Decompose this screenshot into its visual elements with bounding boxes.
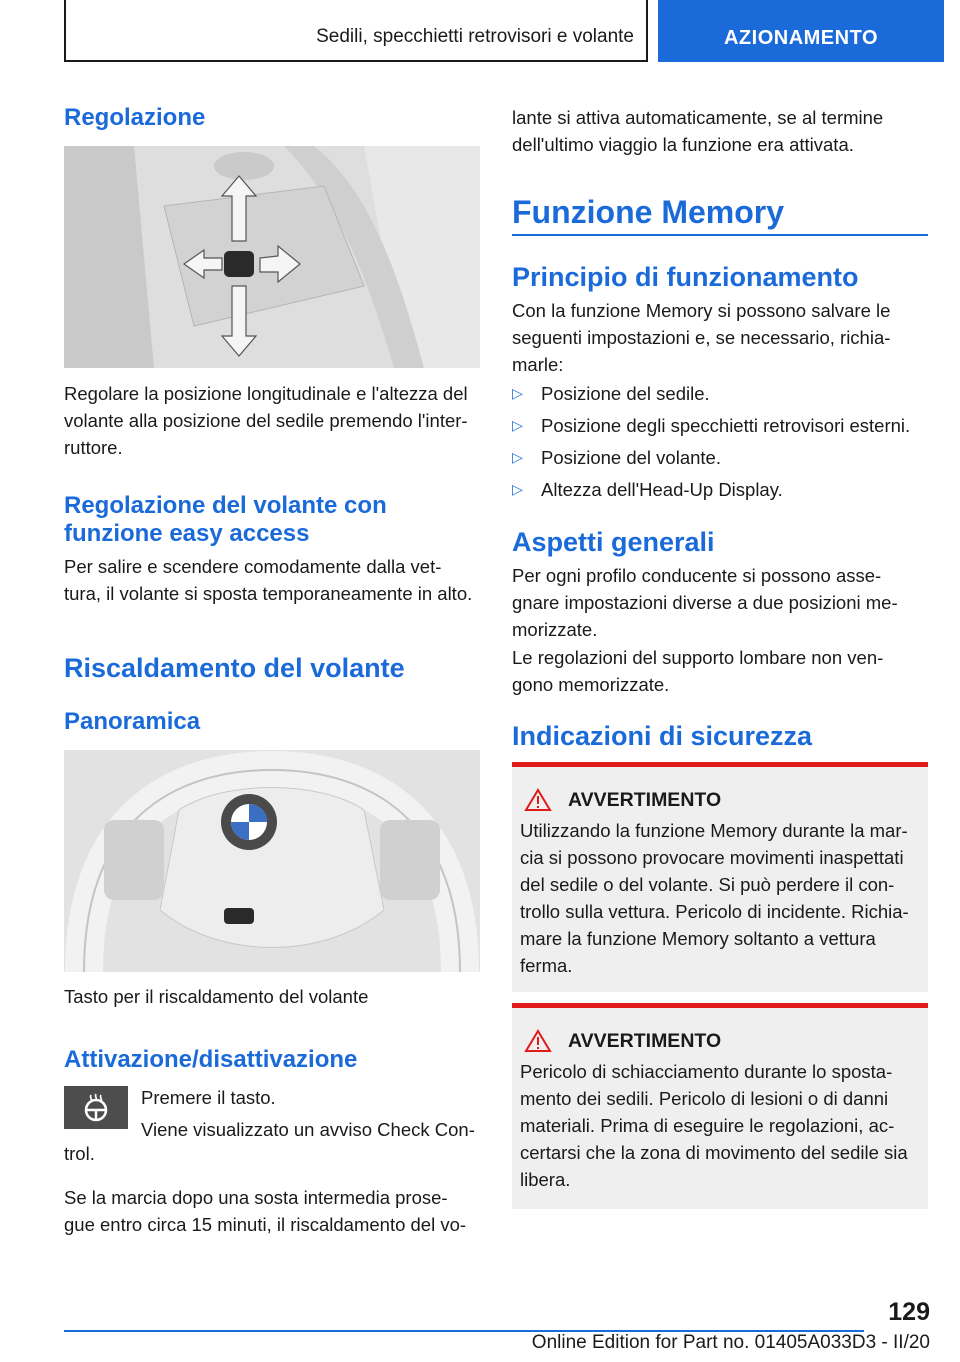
chapter-label: AZIONAMENTO	[723, 27, 878, 49]
heading-easy-access	[64, 492, 480, 548]
heading-sicurezza: Indicazioni di sicurezza	[512, 721, 813, 751]
riscaldamento-caption: Tasto per il riscaldamento del volante	[64, 986, 369, 1007]
triangle-bullet-icon: ▷	[512, 417, 523, 433]
heading-riscaldamento: Riscaldamento del volante	[64, 653, 405, 683]
heated-steering-button-icon	[64, 1086, 128, 1129]
easy-access-text: Per salire e scendere comodamente dalla vet- tura, il volante si sposta temporaneamente in alto.	[64, 556, 473, 604]
attivazione-line3: trol.	[64, 1143, 95, 1164]
attivazione-line2: Viene visualizzato un avviso Check Con-	[141, 1119, 475, 1140]
steering-wheel-illustration	[64, 750, 480, 972]
continuation-text: lante si attiva automaticamente, se al termine dell'ultimo viaggio la funzione era attivata.	[512, 107, 884, 155]
heading-easy-access-line2: funzione easy access	[64, 520, 310, 547]
regolazione-caption: Regolare la posizione longitudinale e l'altezza del volante alla posizione del sedile premendo l'inter- ruttore.	[64, 383, 468, 458]
list-item: ▷ Altezza dell'Head-Up Display.	[512, 476, 928, 503]
warning-text-2: Pericolo di schiacciamento durante lo sposta- mento dei sedili. Pericolo di lesioni o di danni materiali. Prima di eseguire le regolazioni, ac- certarsi che la zona di movimento del sedile sia libera.	[520, 1061, 908, 1190]
aspetti-para-2: Le regolazioni del supporto lombare non ven- gono memorizzate.	[512, 647, 884, 695]
attivazione-line1: Premere il tasto.	[141, 1087, 276, 1108]
page-number: 129	[888, 1298, 930, 1326]
triangle-bullet-icon: ▷	[512, 449, 523, 465]
heading-panoramica: Panoramica	[64, 708, 201, 735]
heading-easy-access-line1: Regolazione del volante con	[64, 492, 387, 519]
memory-settings-list	[512, 380, 928, 508]
warning-title-1: AVVERTIMENTO	[520, 787, 920, 813]
list-item: ▷ Posizione degli specchietti retrovisori esterni.	[512, 412, 928, 439]
attivazione-para: Se la marcia dopo una sosta intermedia prose- gue entro circa 15 minuti, il riscaldamento del vo-	[64, 1187, 467, 1235]
heading-regolazione: Regolazione	[64, 104, 206, 131]
triangle-bullet-icon: ▷	[512, 481, 523, 497]
section-title: Sedili, specchietti retrovisori e volante	[316, 26, 634, 47]
warning-title-2: AVVERTIMENTO	[520, 1028, 920, 1054]
list-item: ▷ Posizione del volante.	[512, 444, 928, 471]
steering-column-adjust-illustration	[64, 146, 480, 368]
principio-text: Con la funzione Memory si possono salvare le seguenti impostazioni e, se necessario, richia- marle:	[512, 300, 891, 375]
footer-edition: Online Edition for Part no. 01405A033D3 - II/20	[531, 1332, 930, 1353]
warning-triangle-icon	[524, 788, 552, 812]
heading-attivazione: Attivazione/disattivazione	[64, 1046, 358, 1073]
warning-text-1: Utilizzando la funzione Memory durante la mar- cia si possono provocare movimenti inaspettati del sedile o del volante. Si può perdere il con- trollo sulla vettura. Pericolo di incidente. Richia- mare la funzione Memory soltanto a vettura ferma.	[520, 820, 909, 976]
heading-aspetti-generali: Aspetti generali	[512, 527, 715, 557]
aspetti-para-1: Per ogni profilo conducente si possono asse- gnare impostazioni diverse a due posizioni me- morizzate.	[512, 565, 898, 640]
header-section-title	[64, 0, 648, 62]
warning-box-2	[512, 1003, 928, 1209]
memory-heading-rule	[512, 234, 928, 236]
warning-box-1	[512, 762, 928, 992]
header-chapter-tab	[658, 0, 944, 62]
triangle-bullet-icon: ▷	[512, 385, 523, 401]
heading-principio: Principio di funzionamento	[512, 262, 859, 292]
heading-funzione-memory: Funzione Memory	[512, 194, 785, 230]
warning-triangle-icon	[524, 1029, 552, 1053]
list-item: ▷ Posizione del sedile.	[512, 380, 928, 407]
